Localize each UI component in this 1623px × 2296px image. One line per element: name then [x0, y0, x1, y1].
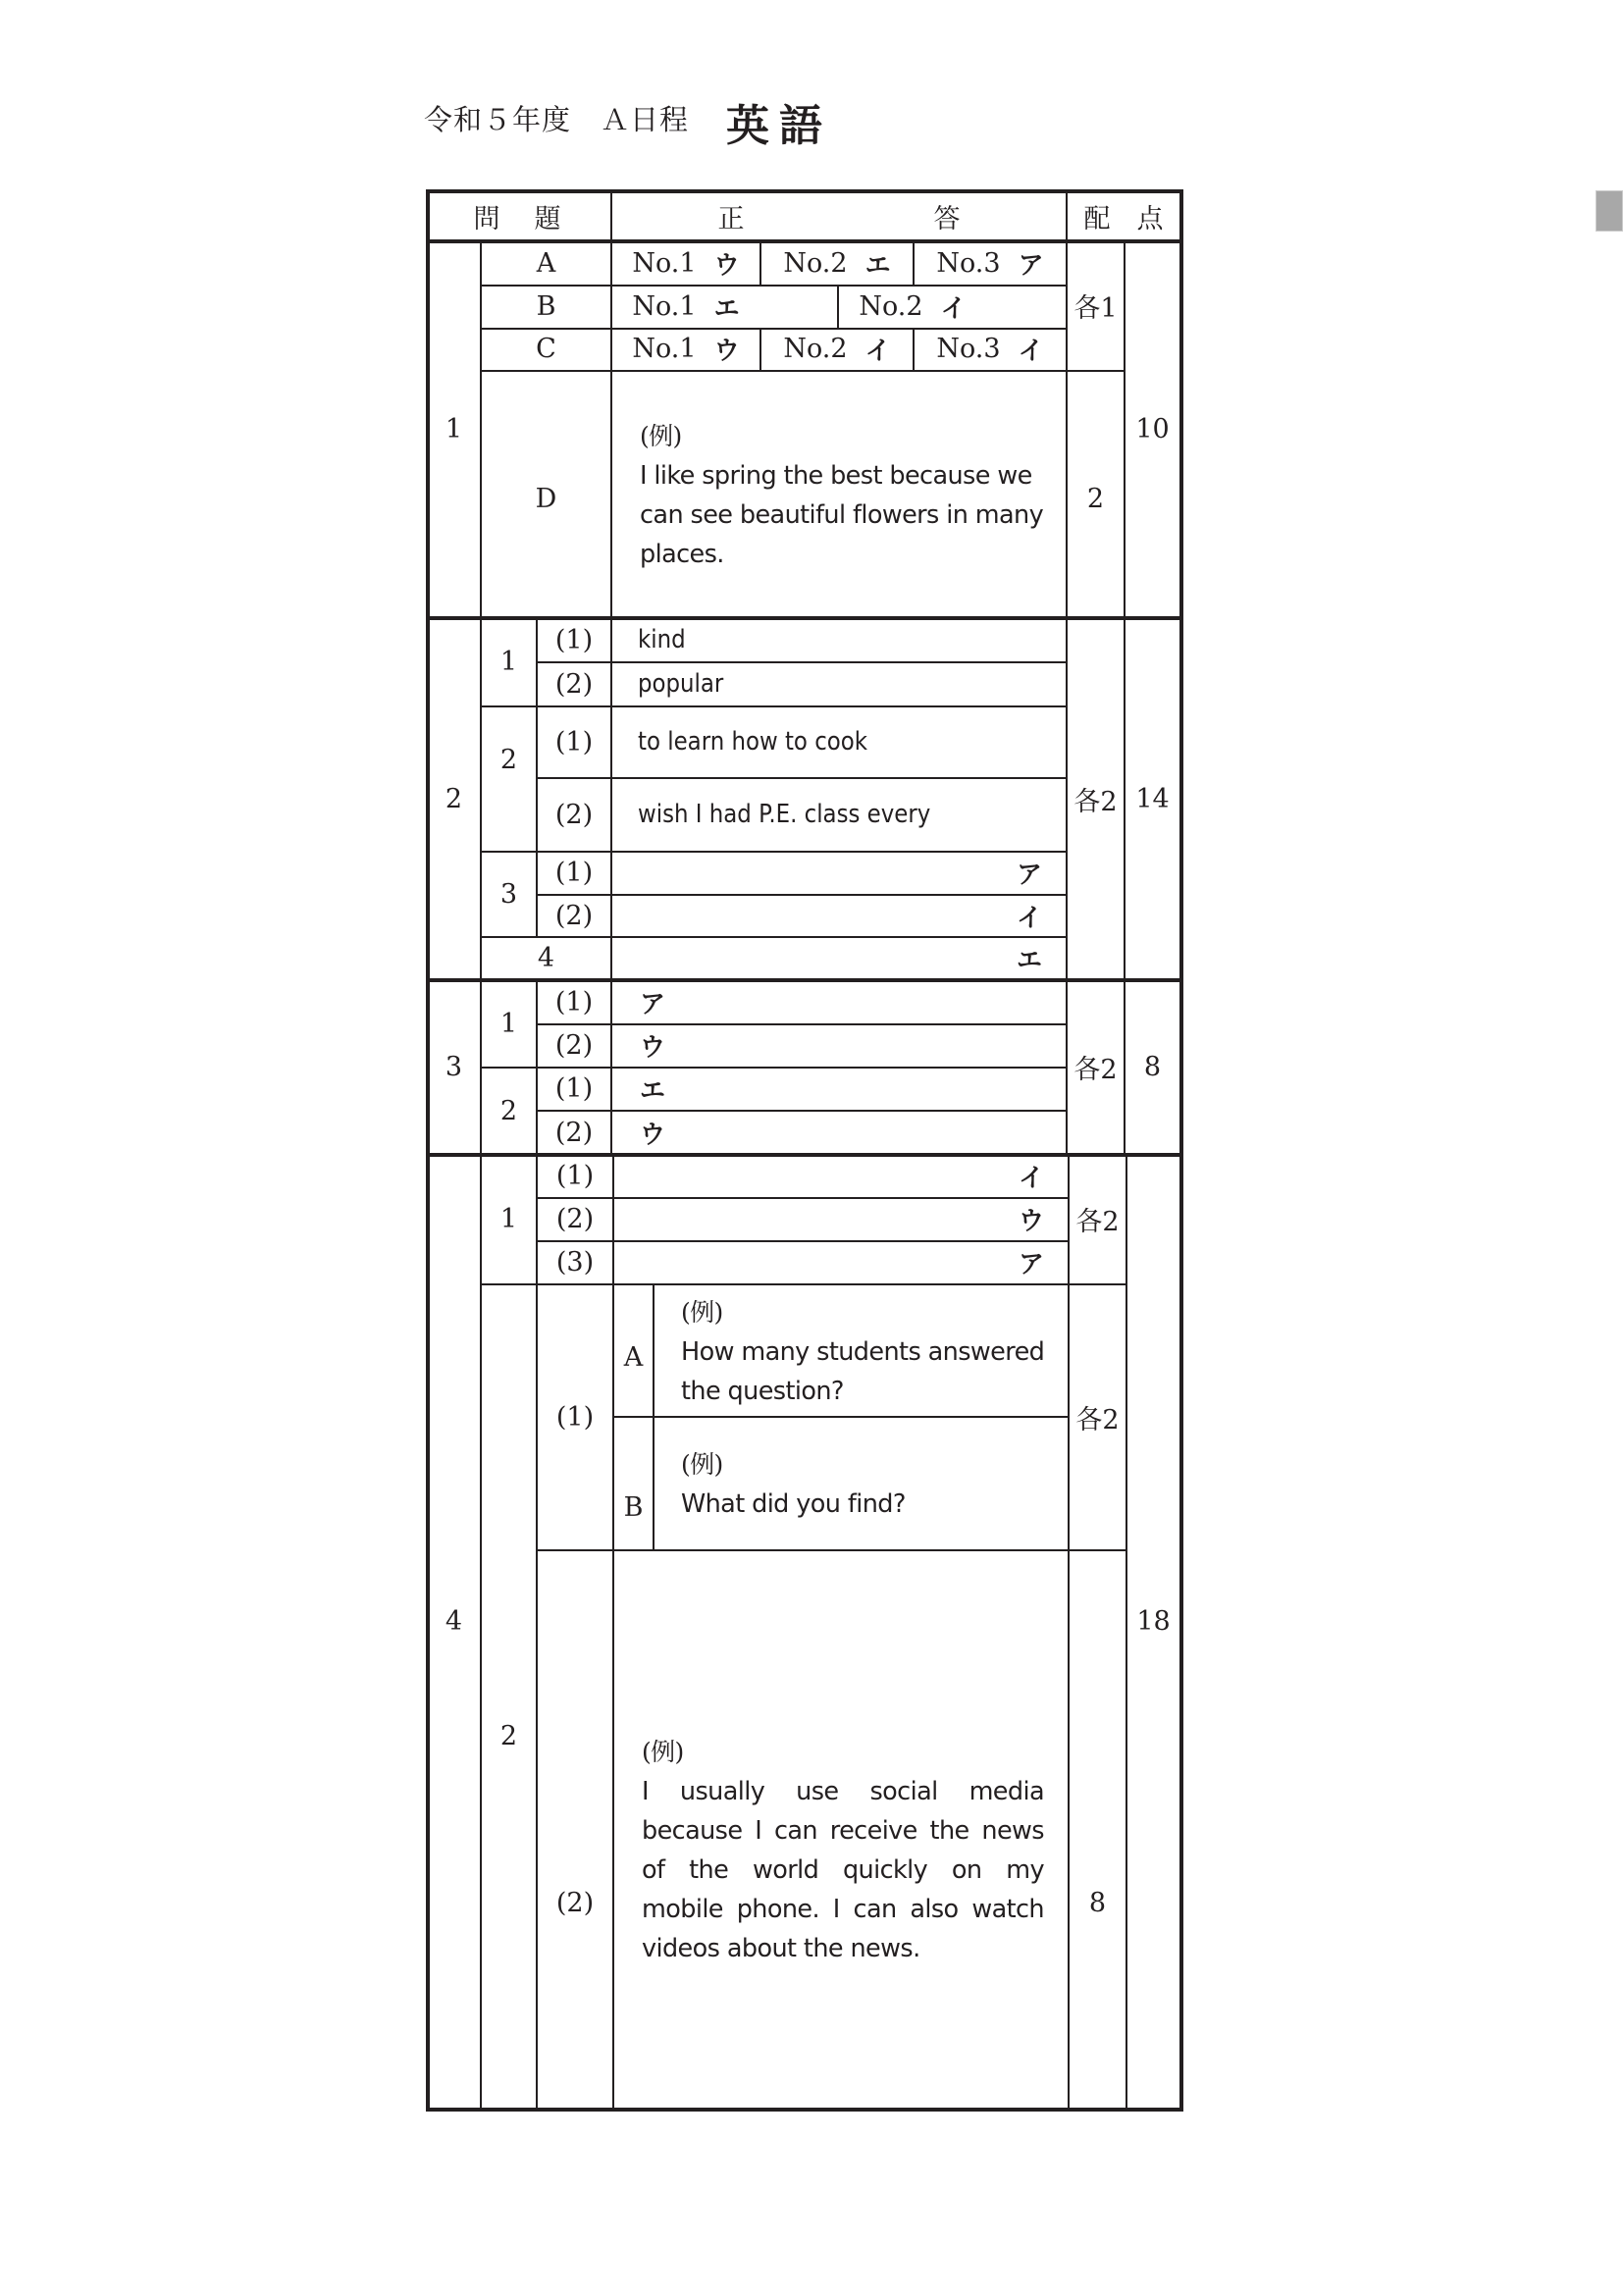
question-4-1-points: 各2 [1075, 1207, 1120, 1237]
question-4-2-1-label: (1) [555, 1401, 595, 1433]
grid-line [612, 1416, 1068, 1418]
header-answer-left: 正 [717, 204, 745, 235]
section-2-total: 14 [1135, 783, 1170, 814]
section-1-abc-points: 各1 [1073, 293, 1118, 324]
table-border-right [1179, 189, 1183, 2112]
section-3-points: 各2 [1073, 1055, 1118, 1085]
part-label: (2) [555, 1204, 595, 1234]
part-label: (2) [554, 799, 594, 830]
question-4-2-2-points: 8 [1088, 1887, 1107, 1918]
example-marker: (例) [681, 1298, 723, 1327]
question-2-4-label: 4 [537, 943, 555, 973]
answer-1A-no1: No.1 ウ [632, 247, 740, 281]
question-1C-label: C [536, 334, 556, 364]
grid-line [610, 189, 612, 241]
part-label: (2) [554, 668, 594, 700]
question-4-2-1-B-label: B [623, 1492, 644, 1523]
scrollbar-thumb[interactable] [1596, 190, 1623, 232]
answer-2-3-1: ア [1016, 861, 1042, 890]
answer-1C-no3: No.3 イ [936, 334, 1044, 366]
question-1D-points: 2 [1086, 483, 1105, 514]
answer-2-4: エ [1016, 946, 1042, 975]
header-answer-right: 答 [933, 204, 961, 235]
exam-subject: 英語 [726, 101, 832, 151]
question-4-2-1-A-label: A [623, 1341, 644, 1373]
example-marker: (例) [681, 1450, 723, 1479]
answer-4-2-2 [642, 1733, 1044, 1968]
answer-3-1-2: ウ [640, 1033, 666, 1063]
part-label: (2) [554, 900, 594, 931]
answer-4-2-1-A-text: How many students answered the question? [681, 1337, 1045, 1406]
exam-title: 令和５年度 Ａ日程 [424, 103, 690, 136]
answer-4-2-1-A [681, 1293, 1064, 1411]
answer-4-1-2: ウ [1018, 1207, 1044, 1236]
question-2-1-label: 1 [499, 647, 518, 677]
part-label: (2) [554, 1030, 594, 1061]
answer-1A-no2: No.2 エ [783, 247, 891, 281]
header-points: 配 点 [1083, 204, 1164, 235]
answer-1D [640, 417, 1052, 574]
part-label: (1) [554, 858, 594, 888]
section-3-total: 8 [1143, 1052, 1162, 1082]
answer-4-1-1: イ [1018, 1164, 1044, 1193]
answer-4-1-3: ア [1018, 1250, 1044, 1279]
section-2-points: 各2 [1073, 786, 1118, 817]
example-marker: (例) [640, 422, 682, 450]
part-label: (1) [554, 986, 594, 1018]
example-marker: (例) [642, 1738, 684, 1766]
question-1A-label: A [536, 247, 556, 279]
question-1B-label: B [536, 290, 556, 322]
answer-1A-no3: No.3 ア [936, 247, 1044, 281]
answer-3-1-1: ア [640, 989, 666, 1019]
part-label: (3) [555, 1247, 595, 1278]
answer-4-2-2-text: I usually use social media because I can receive the news of the world quickly on my mobile phone. I can also watch videos about the news. [642, 1777, 1044, 1963]
section-1-total: 10 [1135, 414, 1170, 444]
answer-2-2-1: to learn how to cook [638, 727, 868, 757]
part-label: (1) [554, 1073, 594, 1104]
section-4-number: 4 [445, 1606, 463, 1637]
section-1-number: 1 [445, 414, 463, 444]
answer-2-3-2: イ [1016, 903, 1042, 933]
answer-3-2-1: エ [640, 1076, 666, 1106]
answer-1D-text: I like spring the best because we can see beautiful flowers in many places. [640, 461, 1044, 569]
question-2-2-label: 2 [499, 744, 518, 775]
grid-line [536, 1549, 1126, 1551]
question-3-1-label: 1 [499, 1008, 518, 1039]
question-1D-label: D [535, 483, 557, 514]
question-4-1-label: 1 [499, 1204, 518, 1234]
section-4-total: 18 [1136, 1606, 1171, 1637]
answer-1B-no2: No.2 イ [859, 290, 967, 324]
answer-4-2-1-B-text: What did you find? [681, 1489, 906, 1519]
answer-2-2-2: wish I had P.E. class every [638, 800, 931, 829]
part-label: (1) [555, 1161, 595, 1191]
section-3-number: 3 [445, 1052, 463, 1082]
answer-4-2-1-B [681, 1445, 1064, 1524]
part-label: (1) [554, 726, 594, 757]
question-4-2-label: 2 [499, 1721, 518, 1751]
section-2-number: 2 [445, 783, 463, 814]
answer-1C-no1: No.1 ウ [632, 334, 740, 366]
part-label: (2) [554, 1117, 594, 1148]
answer-1C-no2: No.2 イ [783, 334, 891, 366]
table-border-bottom [426, 2108, 1183, 2112]
answer-2-1-1: kind [638, 625, 686, 654]
answer-1B-no1: No.1 エ [632, 290, 740, 324]
part-label: (1) [554, 624, 594, 655]
header-question: 問 題 [473, 204, 565, 235]
answer-2-1-2: popular [638, 669, 724, 699]
question-2-3-label: 3 [499, 878, 518, 910]
question-4-2-2-label: (2) [555, 1887, 595, 1918]
question-3-2-label: 2 [499, 1095, 518, 1126]
answer-3-2-2: ウ [640, 1120, 666, 1150]
question-4-2-1-points: 各2 [1075, 1404, 1120, 1435]
